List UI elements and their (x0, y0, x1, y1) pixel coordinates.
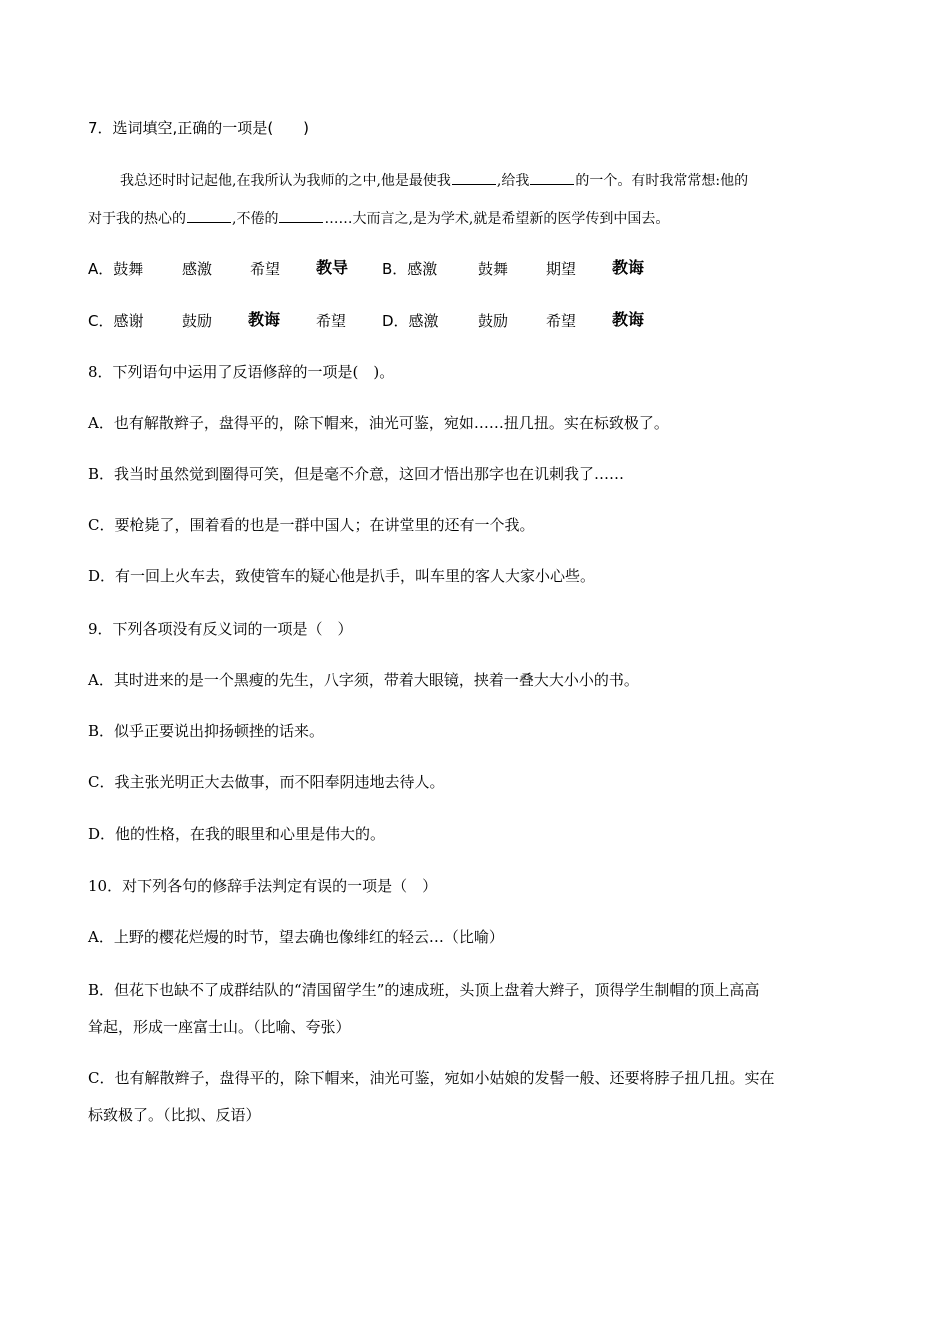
passage-text: ,给我 (496, 173, 530, 189)
q10-option-b-line2: 耸起，形成一座富士山。（比喻、夸张） (88, 1018, 351, 1036)
q9-option-c: C．我主张光明正大去做事，而不阳奉阴违地去待人。 (88, 773, 445, 791)
q7-option-b-word4: 教诲 (612, 258, 645, 277)
q7-option-a-word3: 希望 (250, 260, 281, 278)
q10-option-b-line1: B．但花下也缺不了成群结队的“清国留学生”的速成班，头顶上盘着大辫子，顶得学生制帽的顶上高高 (88, 981, 760, 999)
q7-stem: 7．选词填空,正确的一项是( ) (88, 119, 310, 137)
q9-option-a: A．其时进来的是一个黑瘦的先生，八字须，带着大眼镜，挟着一叠大大小小的书。 (88, 671, 639, 689)
q7-option-d-word2: 鼓励 (478, 312, 509, 330)
q7-option-c-word3: 教诲 (248, 310, 281, 329)
q8-option-a: A．也有解散辫子，盘得平的，除下帽来，油光可鉴，宛如……扭几扭。实在标致极了。 (88, 414, 669, 432)
q10-stem: 10．对下列各句的修辞手法判定有误的一项是（ ） (88, 877, 438, 895)
passage-text: 的一个。有时我常常想:他的 (575, 173, 749, 189)
q8-option-c: C．要枪毙了，围着看的也是一群中国人；在讲堂里的还有一个我。 (88, 516, 535, 534)
q8-option-b: B．我当时虽然觉到圈得可笑，但是毫不介意，这回才悟出那字也在讥刺我了…… (88, 465, 625, 483)
q7-passage-line1 (120, 170, 748, 191)
q7-option-b-word3: 期望 (546, 260, 577, 278)
q7-passage-line2 (88, 208, 669, 229)
passage-text: ……大而言之,是为学术,就是希望新的医学传到中国去。 (324, 211, 670, 227)
fill-blank-4 (279, 208, 323, 223)
q7-option-c-word1: C．感谢 (88, 312, 144, 330)
q10-option-a: A．上野的樱花烂熳的时节，望去确也像绯红的轻云…（比喻） (88, 928, 504, 946)
q8-option-d: D．有一回上火车去，致使管车的疑心他是扒手，叫车里的客人大家小心些。 (88, 567, 596, 585)
q7-option-b-word1: B．感激 (382, 260, 438, 278)
q7-option-a-word1: A．鼓舞 (88, 260, 144, 278)
q9-stem: 9．下列各项没有反义词的一项是（ ） (88, 620, 353, 638)
q7-option-a-word2: 感激 (182, 260, 213, 278)
fill-blank-3 (187, 208, 231, 223)
q7-option-c-word2: 鼓励 (182, 312, 213, 330)
q7-option-d-word4: 教诲 (612, 310, 645, 329)
q7-option-b-word2: 鼓舞 (478, 260, 509, 278)
fill-blank-2 (530, 170, 574, 185)
q7-option-d-word3: 希望 (546, 312, 577, 330)
passage-text: ,不倦的 (232, 211, 279, 227)
q10-option-c-line1: C．也有解散辫子，盘得平的，除下帽来，油光可鉴，宛如小姑娘的发髻一般、还要将脖子扭几扭。实在 (88, 1069, 775, 1087)
fill-blank-1 (452, 170, 496, 185)
q10-option-c-line2: 标致极了。（比拟、反语） (88, 1106, 261, 1124)
passage-text: 对于我的热心的 (88, 211, 186, 227)
q7-option-a-word4: 教导 (316, 258, 349, 277)
q9-option-d: D．他的性格，在我的眼里和心里是伟大的。 (88, 825, 386, 843)
q7-option-d-word1: D．感激 (382, 312, 439, 330)
q9-option-b: B．似乎正要说出抑扬顿挫的话来。 (88, 722, 325, 740)
q8-stem: 8．下列语句中运用了反语修辞的一项是( )。 (88, 363, 395, 381)
q7-option-c-word4: 希望 (316, 312, 347, 330)
passage-text: 我总还时时记起他,在我所认为我师的之中,他是最使我 (120, 173, 451, 189)
